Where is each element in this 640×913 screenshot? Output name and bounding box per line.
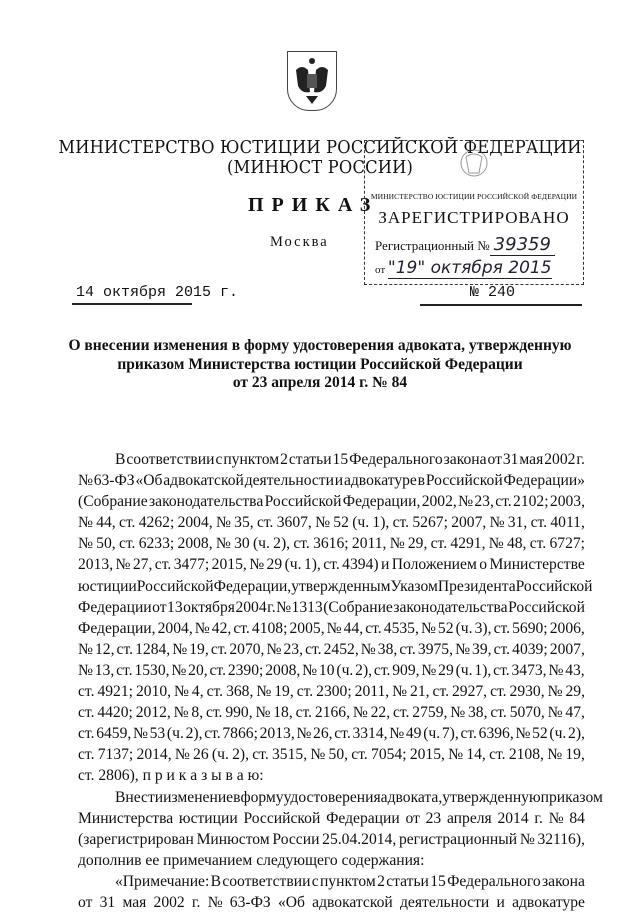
body-line: В соответствии с пунктом 2 статьи 15 Федерального закона от 31 мая 2002 г. bbox=[115, 451, 585, 468]
title-line: от 23 апреля 2014 г. № 84 bbox=[232, 374, 408, 391]
body-line: (зарегистрирован Минюстом России 25.04.2014, регистрационный № 32116), bbox=[78, 830, 585, 848]
order-body bbox=[78, 449, 603, 913]
body-line: ст. 2806), п р и к а з ы в а ю: bbox=[78, 767, 264, 785]
body-line: № 63-ФЗ «Об адвокатской деятельности и адвокатуре в Российской Федерации» bbox=[78, 472, 585, 490]
order-number: № 240 bbox=[470, 284, 516, 301]
date-underline bbox=[72, 303, 192, 305]
body-line: ст. 4921; 2010, № 4, ст. 368, № 19, ст. 2300; 2011, № 21, ст. 2927, ст. 2930, № 29, bbox=[78, 683, 585, 701]
body-line: ст. 4420; 2012, № 8, ст. 990, № 18, ст. 2166, № 22, ст. 2759, № 38, ст. 5070, № 47, bbox=[78, 704, 585, 722]
body-line: Федерации от 13 октября 2004 г. № 1313 (Собрание законодательства Российской bbox=[78, 598, 585, 616]
body-line: «Примечание: В соответствии с пунктом 2 статьи 15 Федерального закона bbox=[115, 872, 585, 890]
stamp-org: МИНИСТЕРСТВО ЮСТИЦИИ РОССИЙСКОЙ ФЕДЕРАЦИИ bbox=[370, 192, 578, 201]
body-line: (Собрание законодательства Российской Федерации, 2002, № 23, ст. 2102; 2003, bbox=[78, 493, 585, 511]
body-line: № 50, ст. 6233; 2008, № 30 (ч. 2), ст. 3616; 2011, № 29, ст. 4291, № 48, ст. 6727; bbox=[78, 535, 585, 553]
order-title bbox=[60, 337, 580, 393]
body-line: ст. 6459, № 53 (ч. 2), ст. 7866; 2013, № 26, ст. 3314, № 49 (ч. 7), ст. 6396, № 52 (ч. 2), bbox=[78, 725, 585, 743]
body-line: № 13, ст. 1530, № 20, ст. 2390; 2008, № 10 (ч. 2), ст. 909, № 29 (ч. 1), ст. 3473, № 43, bbox=[78, 661, 585, 679]
title-line: О внесении изменения в форму удостоверения адвоката, утвержденную bbox=[68, 337, 572, 354]
stamp-status: ЗАРЕГИСТРИРОВАНО bbox=[378, 208, 570, 227]
ministry-name: МИНИСТЕРСТВО ЮСТИЦИИ РОССИЙСКОЙ ФЕДЕРАЦИИ bbox=[58, 138, 582, 158]
body-line: Федерации, 2004, № 42, ст. 4108; 2005, № 44, ст. 4535, № 52 (ч. 3), ст. 5690; 2006, bbox=[78, 619, 585, 637]
coat-of-arms-emblem bbox=[287, 51, 337, 111]
body-line: № 12, ст. 1284, № 19, ст. 2070, № 23, ст. 2452, № 38, ст. 3975, № 39, ст. 4039; 2007, bbox=[78, 640, 585, 658]
number-underline bbox=[420, 304, 582, 306]
reg-date-label: от bbox=[375, 264, 386, 276]
body-line: Внести изменение в форму удостоверения адвоката, утвержденную приказом bbox=[115, 788, 603, 806]
body-line: юстиции Российской Федерации, утвержденным Указом Президента Российской bbox=[78, 577, 593, 595]
reg-number: 39359 bbox=[490, 234, 555, 256]
reg-date: "19" октября 2015 bbox=[387, 258, 552, 278]
body-line: Министерства юстиции Российской Федерации от 23 апреля 2014 г. № 84 bbox=[78, 809, 585, 827]
body-line: 2013, № 27, ст. 3477; 2015, № 29 (ч. 1), ст. 4394) и Положением о Министерстве bbox=[78, 556, 585, 574]
stamp-emblem-icon bbox=[457, 143, 491, 187]
ministry-short-name: (МИНЮСТ РОССИИ) bbox=[226, 158, 414, 178]
city: Москва bbox=[270, 234, 329, 250]
registration-stamp bbox=[364, 140, 584, 285]
body-line: от 31 мая 2002 г. № 63-ФЗ «Об адвокатской деятельности и адвокатуре bbox=[78, 893, 585, 911]
document-type: ПРИКАЗ bbox=[248, 194, 379, 216]
body-line: № 44, ст. 4262; 2004, № 35, ст. 3607, № 52 (ч. 1), ст. 5267; 2007, № 31, ст. 4011, bbox=[78, 514, 585, 532]
order-date: 14 октября 2015 г. bbox=[76, 284, 239, 301]
title-line: приказом Министерства юстиции Российской Федерации bbox=[117, 355, 523, 373]
reg-label: Регистрационный № bbox=[375, 238, 490, 253]
body-line: ст. 7137; 2014, № 26 (ч. 2), ст. 3515, № 50, ст. 7054; 2015, № 14, ст. 2108, № 19, bbox=[78, 746, 585, 764]
body-line: дополнив ее примечанием следующего содержания: bbox=[78, 851, 425, 869]
